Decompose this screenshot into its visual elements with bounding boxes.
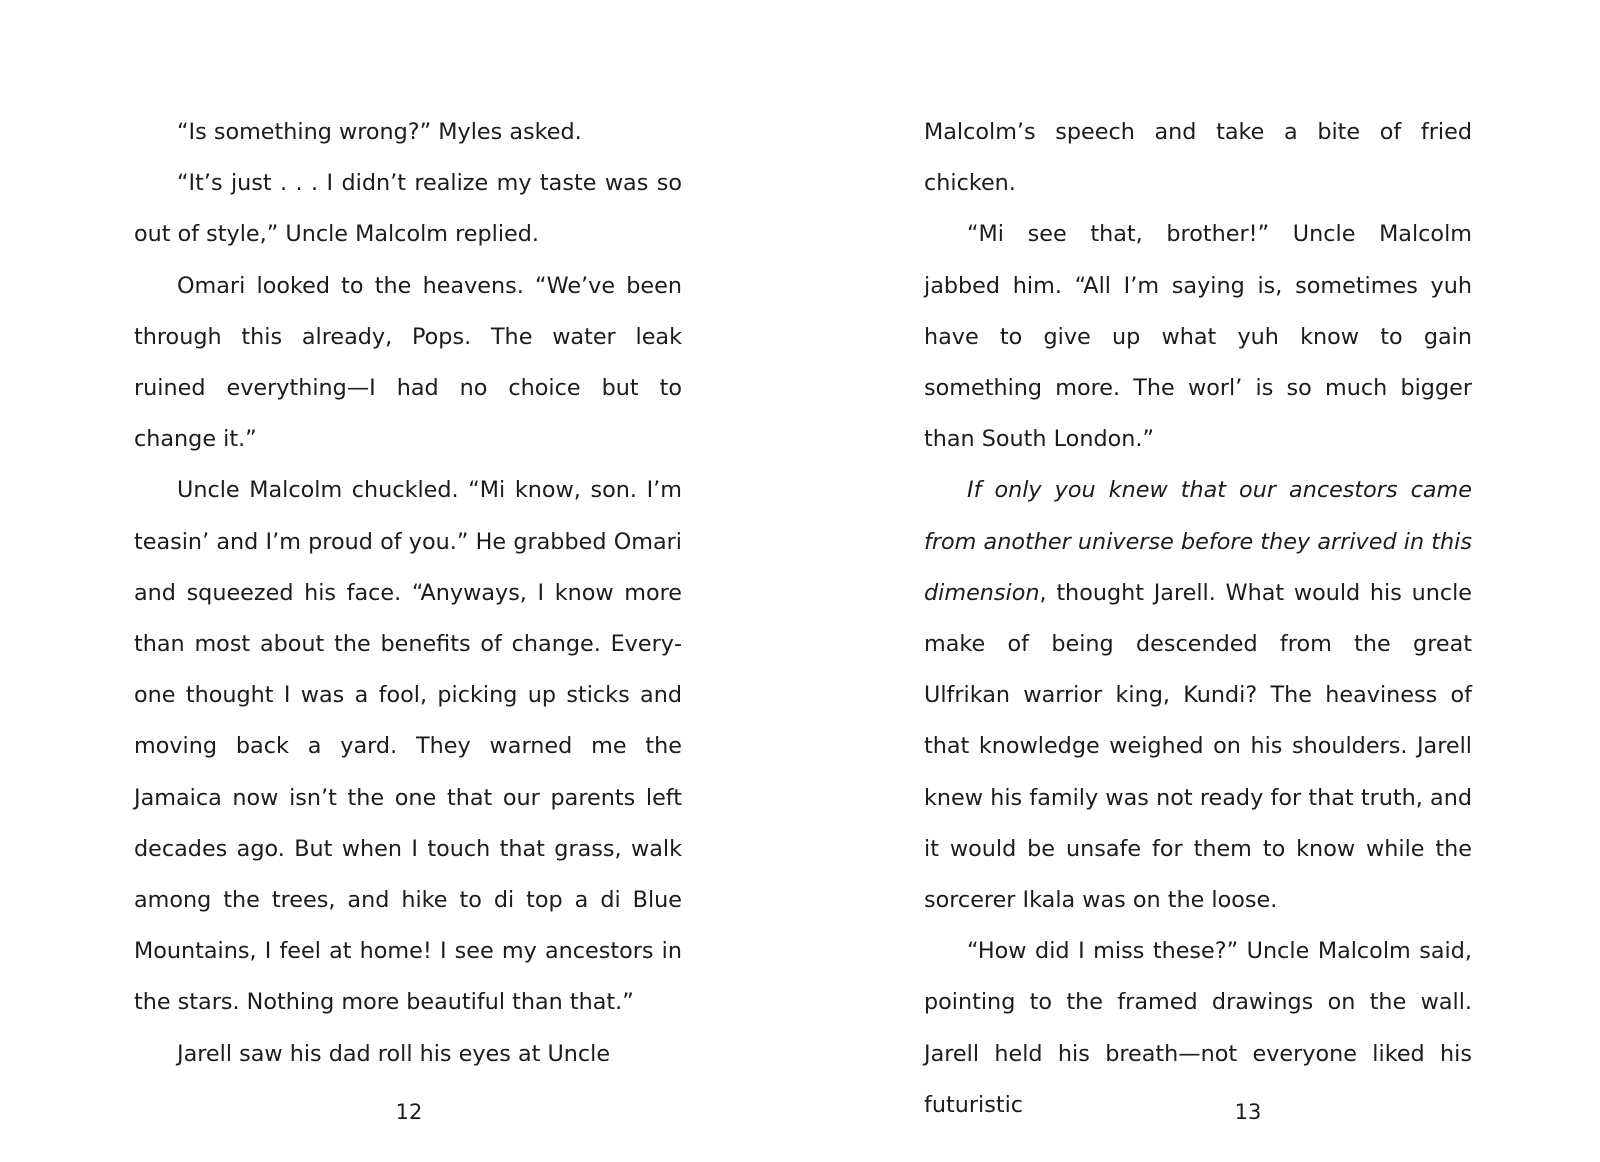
paragraph: Jarell saw his dad roll his eyes at Uncle [177, 1040, 611, 1067]
continued-paragraph: Malcolm’s speech and take a bite of fried chicken. [924, 119, 1472, 197]
paragraph: Uncle Malcolm chuckled. “Mi know, son. I’m teasin’ and I’m proud of you.” He grabbed Omari and squeezed his face. “Anyways, I know more than most about the benefits of change. Everyone thought I was a fool, picking up sticks and moving back a yard. They warned me the Jamaica now isn’t the one that our parents left decades ago. But when I touch that grass, walk among the trees, and hike to di top a di Blue Mountains, I feel at home! I see my ancestors in the stars. Nothing more beautiful than that.” [134, 477, 682, 1016]
thought-rest: , thought Jarell. What would his uncle make of being descended from the great Ulfrikan warrior king, Kundi? The heaviness of that knowledge weighed on his shoulders. Jarell knew his family was not ready for that truth, and it would be unsafe for them to know while the sorcerer Ikala was on the loose. [924, 579, 1472, 914]
paragraph: “Mi see that, brother!” Uncle Malcolm jabbed him. “All I’m saying is, sometimes yuh have to give up what yuh know to gain something more. The worl’ is so much bigger than South London.” [924, 221, 1472, 453]
paragraph: “It’s just . . . I didn’t realize my taste was so out of style,” Uncle Malcolm replied. [134, 170, 682, 248]
left-page-text [134, 107, 682, 1080]
thought-paragraph [924, 465, 1472, 926]
italic-thought: If only you knew that our ancestors came from another universe before they arrived in this dimension [924, 477, 1472, 606]
page-number: 13 [1234, 1100, 1262, 1124]
right-page [800, 0, 1600, 1162]
right-page-text [924, 107, 1472, 1131]
paragraph: “Is something wrong?” Myles asked. [177, 119, 582, 145]
page-number: 12 [395, 1100, 423, 1124]
paragraph: “How did I miss these?” Uncle Malcolm said, pointing to the framed drawings on the wall. Jarell held his breath—not everyone liked his futuristic [924, 938, 1472, 1118]
paragraph: Omari looked to the heavens. “We’ve been through this already, Pops. The water leak ruined everything—I had no choice but to change it.” [134, 272, 682, 453]
